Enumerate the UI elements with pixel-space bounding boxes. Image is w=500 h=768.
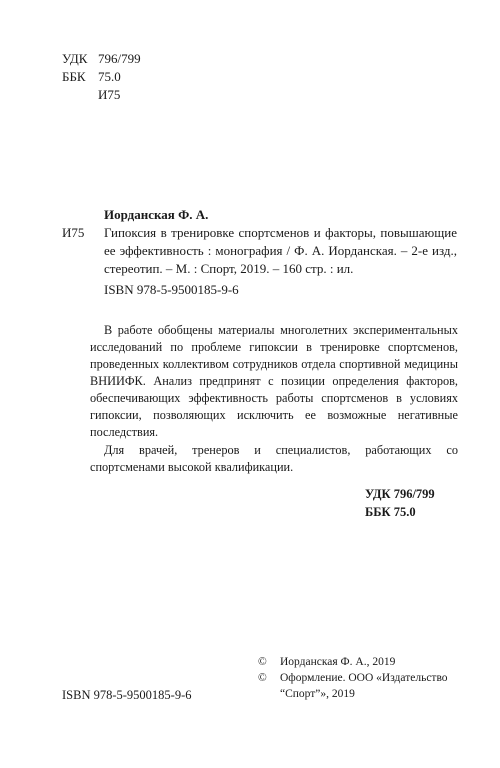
catalog-record [62,206,457,299]
copyright-symbol: © [258,672,267,684]
copyright-text-2: Оформление. ООО «Издательство “Спорт”», 2019 [280,672,448,700]
classification-codes-top [62,50,141,104]
copyright-symbol: © [258,656,267,668]
bbk-label: ББК [62,69,86,84]
annotation-paragraph-2: Для врачей, тренеров и специалистов, работающих со спортсменами высокой квалификации. [90,443,458,474]
classification-codes-right [365,485,435,521]
bbk-code-right: ББК 75.0 [365,505,416,519]
copyright-block [258,654,468,702]
copyright-text-1: Иорданская Ф. А., 2019 [280,656,396,668]
copyright-line-1 [258,654,468,670]
bbk-row [62,68,141,86]
udk-label: УДК [62,51,88,66]
udk-row [62,50,141,68]
catalog-isbn: ISBN 978-5-9500185-9-6 [104,282,239,297]
udk-value: 796/799 [98,51,141,66]
annotation [90,322,458,476]
bbk-value: 75.0 [98,69,121,84]
catalog-description: Гипоксия в тренировке спортсменов и факторы, повышающие ее эффективность : монография / Ф. А. Иорданская. – 2-е изд., стереотип. – М. : Спорт, 2019. – 160 стр. : ил. [104,225,457,276]
author-mark: И75 [98,87,121,102]
catalog-body [62,224,457,278]
isbn-bottom: ISBN 978-5-9500185-9-6 [62,688,192,702]
catalog-author: Иорданская Ф. А. [104,207,209,222]
udk-code-right: УДК 796/799 [365,487,435,501]
copyright-line-2 [258,670,468,702]
catalog-code: И75 [62,225,85,240]
annotation-paragraph-1: В работе обобщены материалы многолетних экспериментальных исследований по проблеме гипоксии в тренировке спортсменов, проведенных коллективом сотрудников отдела спортивной медицины ВНИИФК. Анализ предпринят с позиции определения факторов, обеспечивающих эффективность работы спортсменов в условиях гипоксии, позволяющих исключить ее возможные негативные последствия. [90,323,458,439]
